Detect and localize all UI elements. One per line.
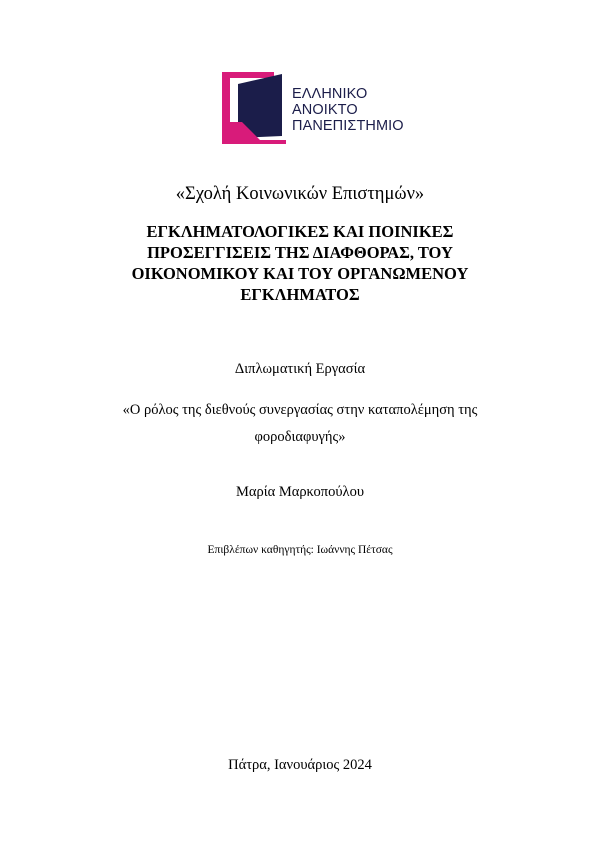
- logo-line: ΑΝΟΙΚΤΟ: [292, 102, 358, 118]
- school-name: «Σχολή Κοινωνικών Επιστημών»: [175, 184, 425, 204]
- main-title: [100, 221, 500, 305]
- university-logo: [222, 72, 422, 144]
- logo-line: ΠΑΝΕΠΙΣΤΗΜΙΟ: [292, 118, 404, 134]
- thesis-title-line: «Ο ρόλος της διεθνούς συνεργασίας στην καταπολέμηση της: [122, 402, 478, 418]
- logo-line: ΕΛΛΗΝΙΚΟ: [292, 86, 368, 102]
- main-title-line: ΕΓΚΛΗΜΑΤΟΛΟΓΙΚΕΣ ΚΑΙ ΠΟΙΝΙΚΕΣ: [146, 222, 454, 241]
- main-title-line: ΠΡΟΣΕΓΓΙΣΕΙΣ ΤΗΣ ΔΙΑΦΘΟΡΑΣ, ΤΟΥ: [147, 243, 453, 262]
- main-title-line: ΕΓΚΛΗΜΑΤΟΣ: [240, 285, 360, 304]
- author-name: Μαρία Μαρκοπούλου: [235, 484, 365, 500]
- thesis-title: [80, 397, 520, 451]
- logo-text: [292, 86, 404, 134]
- main-title-line: ΟΙΚΟΝΟΜΙΚΟΥ ΚΑΙ ΤΟΥ ΟΡΓΑΝΩΜΕΝΟΥ: [131, 264, 469, 283]
- supervisor: Επιβλέπων καθηγητής: Ιωάννης Πέτσας: [207, 544, 393, 556]
- thesis-title-line: φοροδιαφυγής»: [254, 429, 346, 445]
- logo-mark-icon: [222, 72, 286, 144]
- thesis-type: Διπλωματική Εργασία: [234, 361, 366, 377]
- place-date: Πάτρα, Ιανουάριος 2024: [228, 757, 372, 773]
